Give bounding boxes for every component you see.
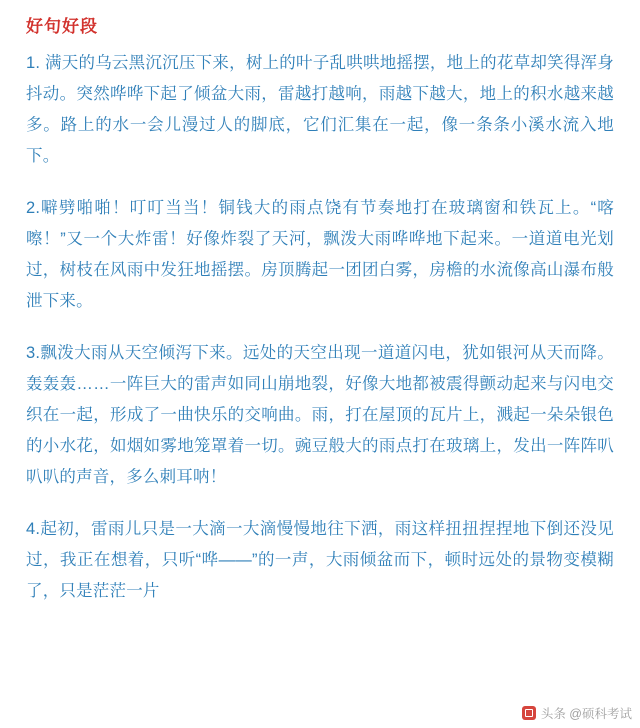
paragraph-4: 4.起初，雷雨儿只是一大滴一大滴慢慢地往下洒，雨这样扭扭捏捏地下倒还没见过，我正在想着，只听“哗——”的一声，大雨倾盆而下，顿时远处的景物变模糊了，只是茫茫一片 [26,520,614,600]
watermark [522,704,632,722]
toutiao-logo-icon [522,706,536,720]
paragraph-3: 3.飘泼大雨从天空倾泻下来。远处的天空出现一道道闪电，犹如银河从天而降。轰轰轰……一阵巨大的雷声如同山崩地裂，好像大地都被震得颤动起来与闪电交织在一起，形成了一曲快乐的交响曲。雨，打在屋顶的瓦片上，溅起一朵朵银色的小水花，如烟如雾地笼罩着一切。豌豆般大的雨点打在玻璃上，发出一阵阵叭叭叭的声音，多么刺耳呐！ [26,344,614,486]
watermark-text: 头条 @硕科考试 [540,707,632,721]
paragraph-1: 1. 满天的乌云黑沉沉压下来，树上的叶子乱哄哄地摇摆，地上的花草却笑得浑身抖动。突然哗哗下起了倾盆大雨，雷越打越响，雨越下越大，地上的积水越来越多。路上的水一会儿漫过人的脚底，它们汇集在一起，像一条条小溪水流入地下。 [26,54,614,165]
page-title: 好句好段 [26,17,98,36]
paragraph-2: 2.噼劈啪啪！叮叮当当！铜钱大的雨点饶有节奏地打在玻璃窗和铁瓦上。“喀嚓！”又一个大炸雷！好像炸裂了天河，飘泼大雨哗哗地下起来。一道道电光划过，树枝在风雨中发狂地摇摆。房顶腾起一团团白雾，房檐的水流像高山瀑布般泄下来。 [26,199,614,310]
